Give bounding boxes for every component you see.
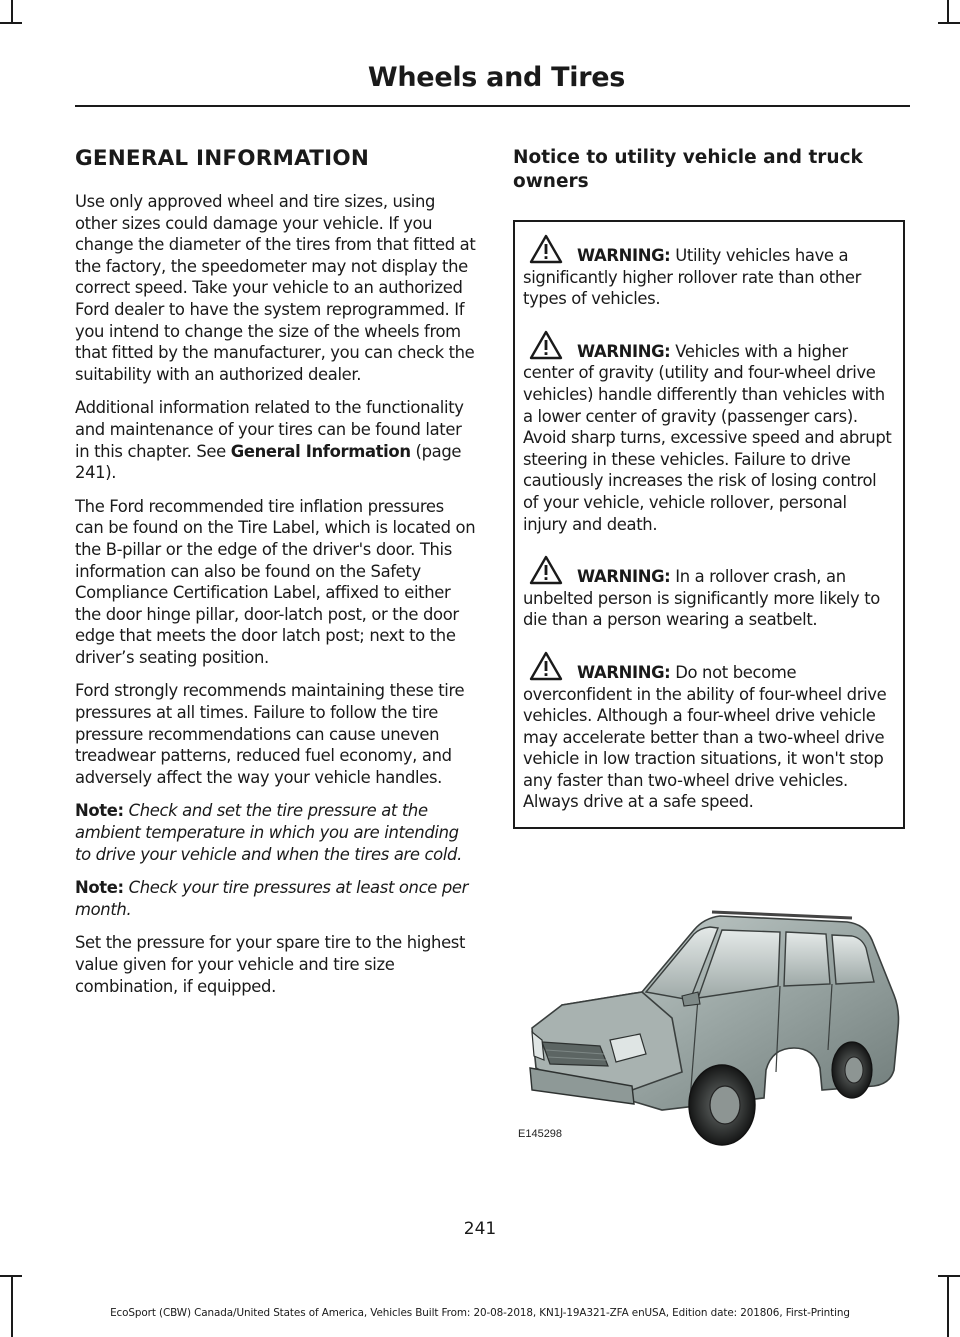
crop-mark [0, 22, 22, 24]
note [75, 877, 477, 920]
paragraph-text: Additional information related to the functionality and maintenance of your tires can be found later in this chapter. See [75, 398, 464, 461]
paragraph: Use only approved wheel and tire sizes, using other sizes could damage your vehicle. If you change the diameter of the tires from that fitted at the factory, the speedometer may not display the correct speed. Take your vehicle to an authorized Ford dealer to have the system reprogrammed. If you intend to change the size of the wheels from that fitted by the manufacturer, you can check the suitability with an authorized dealer. [75, 192, 476, 384]
warning [523, 651, 895, 813]
warning-triangle-icon [529, 234, 563, 264]
right-column [513, 146, 905, 829]
warning [523, 555, 895, 631]
footer-edition-info: EcoSport (CBW) Canada/United States of America, Vehicles Built From: 20-08-2018, KN1J-19A321-ZFA enUSA, Edition date: 201806, First-Printing [110, 1307, 850, 1319]
paragraph-cross-reference [75, 397, 477, 483]
crop-mark [938, 22, 960, 24]
warning-label: WARNING: [577, 567, 671, 587]
suv-illustration [522, 900, 905, 1150]
page-number: 241 [463, 1219, 497, 1239]
warning-label: WARNING: [577, 246, 671, 265]
warning-label: WARNING: [577, 341, 671, 361]
note-text: Check your tire pressures at least once per month. [75, 878, 469, 919]
crop-mark [947, 0, 949, 22]
warning-box [513, 220, 905, 829]
page-reference: (page 241). [75, 441, 462, 483]
warning-triangle-icon [529, 555, 563, 585]
warning [523, 234, 895, 310]
warning-text: Do not become overconfident in the ability of four-wheel drive vehicles. Although a four-wheel drive vehicle may accelerate better than a two-wheel drive vehicle in low traction situations, it won't stop any faster than two-wheel drive vehicles. Always drive at a safe speed. [523, 662, 887, 812]
figure-id: E145298 [518, 1128, 563, 1140]
warning-text: In a rollover crash, an unbelted person is significantly more likely to die than a person wearing a seatbelt. [523, 567, 880, 630]
subsection-title: Notice to utility vehicle and truck owners [513, 147, 863, 192]
warning [523, 330, 895, 535]
page-header-title: Wheels and Tires [367, 62, 625, 93]
warning-text: Vehicles with a higher center of gravity (utility and four-wheel drive vehicles) handle differently than vehicles with a lower center of gravity (passenger cars). Avoid sharp turns, excessive speed and abrupt steering in these vehicles. Failure to drive cautiously increases the risk of losing control of your vehicle, vehicle rollover, personal injury and death. [523, 341, 892, 534]
crop-mark [0, 1275, 22, 1277]
note-text: Check and set the tire pressure at the ambient temperature in which you are intending to drive your vehicle and when the tires are cold. [75, 801, 462, 864]
note [75, 800, 477, 865]
note-label: Note: [75, 801, 124, 821]
paragraph: Ford strongly recommends maintaining these tire pressures at all times. Failure to follow the tire pressure recommendations can cause uneven treadwear patterns, reduced fuel economy, and adversely affect the way your vehicle handles. [75, 681, 465, 787]
warning-triangle-icon [529, 330, 563, 360]
warning-label: WARNING: [577, 662, 671, 682]
crop-mark [11, 0, 13, 22]
paragraph: Set the pressure for your spare tire to the highest value given for your vehicle and tire size combination, if equipped. [75, 933, 466, 996]
crop-mark [938, 1275, 960, 1277]
note-label: Note: [75, 878, 124, 898]
warning-text: Utility vehicles have a significantly higher rollover rate than other types of vehicles. [523, 246, 862, 309]
header-divider [75, 105, 910, 107]
section-title: GENERAL INFORMATION [75, 146, 370, 171]
paragraph: The Ford recommended tire inflation pressures can be found on the Tire Label, which is located on the B-pillar or the edge of the driver's door. This information can also be found on the Safety Compliance Certification Label, affixed to either the door hinge pillar, door-latch post, or the door edge that meets the door latch post; next to the driver’s seating position. [75, 496, 476, 667]
warning-triangle-icon [529, 651, 563, 681]
cross-reference-link[interactable]: General Information [230, 441, 411, 461]
left-column [75, 146, 477, 1009]
